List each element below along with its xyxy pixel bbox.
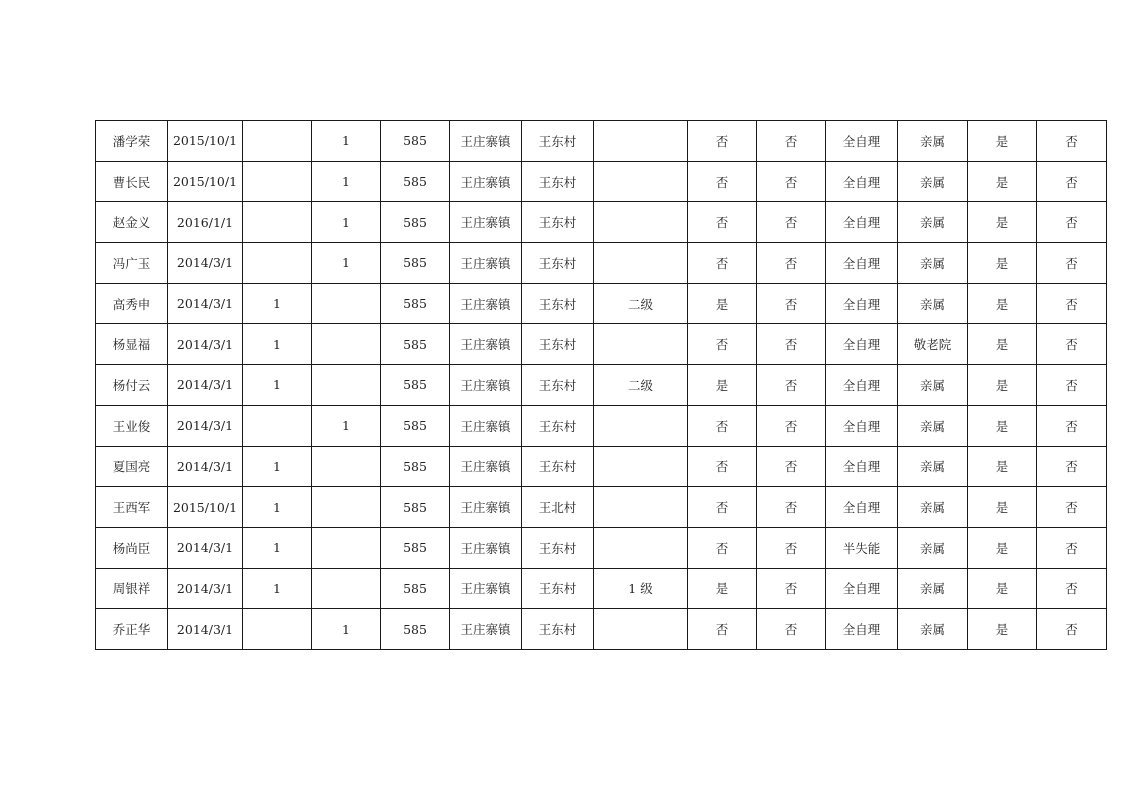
village-cell: 王东村	[522, 283, 594, 324]
name-cell: 杨尚臣	[96, 527, 168, 568]
disability-level-cell	[594, 202, 688, 243]
flag-d-cell: 否	[1037, 527, 1107, 568]
flag-a-cell: 是	[688, 568, 757, 609]
flag-d-cell: 否	[1037, 487, 1107, 528]
flag-c-cell: 是	[968, 609, 1037, 650]
caregiver-cell: 亲属	[898, 405, 968, 446]
flag-d-cell: 否	[1037, 405, 1107, 446]
col4-cell: 1	[312, 405, 381, 446]
village-cell: 王东村	[522, 609, 594, 650]
table-row	[96, 405, 1107, 446]
flag-d-cell: 否	[1037, 609, 1107, 650]
flag-b-cell: 否	[757, 487, 826, 528]
table-row	[96, 446, 1107, 487]
flag-d-cell: 否	[1037, 446, 1107, 487]
table-body	[96, 121, 1107, 650]
date-cell: 2014/3/1	[168, 405, 243, 446]
col3-cell	[243, 202, 312, 243]
flag-b-cell: 否	[757, 161, 826, 202]
caregiver-cell: 亲属	[898, 487, 968, 528]
table-row	[96, 202, 1107, 243]
flag-c-cell: 是	[968, 405, 1037, 446]
flag-b-cell: 否	[757, 121, 826, 162]
name-cell: 赵金义	[96, 202, 168, 243]
date-cell: 2014/3/1	[168, 446, 243, 487]
self-care-cell: 全自理	[826, 405, 898, 446]
flag-b-cell: 否	[757, 243, 826, 284]
flag-b-cell: 否	[757, 365, 826, 406]
caregiver-cell: 亲属	[898, 527, 968, 568]
col4-cell	[312, 365, 381, 406]
flag-c-cell: 是	[968, 487, 1037, 528]
col3-cell: 1	[243, 365, 312, 406]
self-care-cell: 全自理	[826, 202, 898, 243]
flag-a-cell: 是	[688, 283, 757, 324]
flag-c-cell: 是	[968, 527, 1037, 568]
col3-cell: 1	[243, 527, 312, 568]
flag-d-cell: 否	[1037, 365, 1107, 406]
col4-cell	[312, 487, 381, 528]
flag-a-cell: 否	[688, 405, 757, 446]
flag-d-cell: 否	[1037, 324, 1107, 365]
town-cell: 王庄寨镇	[450, 365, 522, 406]
flag-a-cell: 否	[688, 446, 757, 487]
village-cell: 王东村	[522, 527, 594, 568]
disability-level-cell	[594, 121, 688, 162]
name-cell: 乔正华	[96, 609, 168, 650]
self-care-cell: 全自理	[826, 121, 898, 162]
date-cell: 2016/1/1	[168, 202, 243, 243]
col3-cell	[243, 609, 312, 650]
name-cell: 杨付云	[96, 365, 168, 406]
town-cell: 王庄寨镇	[450, 487, 522, 528]
flag-d-cell: 否	[1037, 202, 1107, 243]
flag-b-cell: 否	[757, 202, 826, 243]
flag-a-cell: 否	[688, 487, 757, 528]
self-care-cell: 全自理	[826, 609, 898, 650]
flag-d-cell: 否	[1037, 568, 1107, 609]
town-cell: 王庄寨镇	[450, 283, 522, 324]
flag-a-cell: 是	[688, 365, 757, 406]
caregiver-cell: 亲属	[898, 365, 968, 406]
village-cell: 王东村	[522, 365, 594, 406]
table-row	[96, 324, 1107, 365]
town-cell: 王庄寨镇	[450, 324, 522, 365]
date-cell: 2014/3/1	[168, 243, 243, 284]
amount-cell: 585	[381, 609, 450, 650]
caregiver-cell: 亲属	[898, 121, 968, 162]
disability-level-cell: 1 级	[594, 568, 688, 609]
name-cell: 夏国亮	[96, 446, 168, 487]
self-care-cell: 全自理	[826, 243, 898, 284]
caregiver-cell: 亲属	[898, 446, 968, 487]
caregiver-cell: 亲属	[898, 161, 968, 202]
caregiver-cell: 亲属	[898, 609, 968, 650]
col3-cell	[243, 243, 312, 284]
table-row	[96, 243, 1107, 284]
col4-cell	[312, 446, 381, 487]
caregiver-cell: 亲属	[898, 202, 968, 243]
date-cell: 2014/3/1	[168, 324, 243, 365]
town-cell: 王庄寨镇	[450, 161, 522, 202]
town-cell: 王庄寨镇	[450, 121, 522, 162]
col3-cell: 1	[243, 283, 312, 324]
table-row	[96, 568, 1107, 609]
amount-cell: 585	[381, 405, 450, 446]
col4-cell: 1	[312, 609, 381, 650]
name-cell: 王业俊	[96, 405, 168, 446]
flag-b-cell: 否	[757, 527, 826, 568]
town-cell: 王庄寨镇	[450, 202, 522, 243]
date-cell: 2014/3/1	[168, 568, 243, 609]
table-row	[96, 161, 1107, 202]
flag-a-cell: 否	[688, 527, 757, 568]
village-cell: 王东村	[522, 405, 594, 446]
flag-d-cell: 否	[1037, 283, 1107, 324]
col3-cell	[243, 405, 312, 446]
col3-cell: 1	[243, 446, 312, 487]
flag-c-cell: 是	[968, 243, 1037, 284]
name-cell: 杨显福	[96, 324, 168, 365]
date-cell: 2014/3/1	[168, 283, 243, 324]
flag-a-cell: 否	[688, 202, 757, 243]
amount-cell: 585	[381, 161, 450, 202]
table-row	[96, 527, 1107, 568]
village-cell: 王东村	[522, 568, 594, 609]
name-cell: 冯广玉	[96, 243, 168, 284]
flag-b-cell: 否	[757, 283, 826, 324]
caregiver-cell: 敬老院	[898, 324, 968, 365]
village-cell: 王东村	[522, 446, 594, 487]
col4-cell: 1	[312, 121, 381, 162]
col3-cell: 1	[243, 487, 312, 528]
amount-cell: 585	[381, 446, 450, 487]
caregiver-cell: 亲属	[898, 568, 968, 609]
name-cell: 潘学荣	[96, 121, 168, 162]
flag-b-cell: 否	[757, 405, 826, 446]
disability-level-cell	[594, 243, 688, 284]
flag-b-cell: 否	[757, 568, 826, 609]
flag-a-cell: 否	[688, 609, 757, 650]
amount-cell: 585	[381, 324, 450, 365]
table-row	[96, 365, 1107, 406]
table-row	[96, 121, 1107, 162]
col4-cell: 1	[312, 202, 381, 243]
date-cell: 2015/10/1	[168, 121, 243, 162]
flag-d-cell: 否	[1037, 121, 1107, 162]
village-cell: 王北村	[522, 487, 594, 528]
caregiver-cell: 亲属	[898, 283, 968, 324]
self-care-cell: 全自理	[826, 283, 898, 324]
village-cell: 王东村	[522, 161, 594, 202]
amount-cell: 585	[381, 365, 450, 406]
disability-level-cell	[594, 324, 688, 365]
table-row	[96, 283, 1107, 324]
disability-level-cell: 二级	[594, 283, 688, 324]
date-cell: 2015/10/1	[168, 161, 243, 202]
town-cell: 王庄寨镇	[450, 243, 522, 284]
records-table	[95, 120, 1107, 650]
flag-d-cell: 否	[1037, 161, 1107, 202]
village-cell: 王东村	[522, 324, 594, 365]
date-cell: 2014/3/1	[168, 609, 243, 650]
flag-a-cell: 否	[688, 121, 757, 162]
amount-cell: 585	[381, 568, 450, 609]
town-cell: 王庄寨镇	[450, 446, 522, 487]
self-care-cell: 全自理	[826, 365, 898, 406]
name-cell: 高秀申	[96, 283, 168, 324]
village-cell: 王东村	[522, 202, 594, 243]
amount-cell: 585	[381, 283, 450, 324]
flag-c-cell: 是	[968, 161, 1037, 202]
name-cell: 曹长民	[96, 161, 168, 202]
town-cell: 王庄寨镇	[450, 568, 522, 609]
village-cell: 王东村	[522, 121, 594, 162]
flag-c-cell: 是	[968, 365, 1037, 406]
col4-cell	[312, 527, 381, 568]
amount-cell: 585	[381, 487, 450, 528]
self-care-cell: 全自理	[826, 161, 898, 202]
self-care-cell: 全自理	[826, 487, 898, 528]
col3-cell: 1	[243, 324, 312, 365]
town-cell: 王庄寨镇	[450, 527, 522, 568]
village-cell: 王东村	[522, 243, 594, 284]
flag-c-cell: 是	[968, 202, 1037, 243]
town-cell: 王庄寨镇	[450, 405, 522, 446]
caregiver-cell: 亲属	[898, 243, 968, 284]
flag-a-cell: 否	[688, 243, 757, 284]
col3-cell	[243, 161, 312, 202]
flag-c-cell: 是	[968, 568, 1037, 609]
self-care-cell: 全自理	[826, 446, 898, 487]
disability-level-cell	[594, 446, 688, 487]
disability-level-cell	[594, 527, 688, 568]
amount-cell: 585	[381, 202, 450, 243]
disability-level-cell	[594, 405, 688, 446]
flag-a-cell: 否	[688, 324, 757, 365]
col3-cell	[243, 121, 312, 162]
date-cell: 2014/3/1	[168, 527, 243, 568]
flag-b-cell: 否	[757, 609, 826, 650]
disability-level-cell: 二级	[594, 365, 688, 406]
name-cell: 王西军	[96, 487, 168, 528]
date-cell: 2014/3/1	[168, 365, 243, 406]
flag-c-cell: 是	[968, 121, 1037, 162]
amount-cell: 585	[381, 121, 450, 162]
flag-c-cell: 是	[968, 446, 1037, 487]
self-care-cell: 半失能	[826, 527, 898, 568]
col4-cell	[312, 568, 381, 609]
col4-cell	[312, 283, 381, 324]
date-cell: 2015/10/1	[168, 487, 243, 528]
flag-c-cell: 是	[968, 324, 1037, 365]
disability-level-cell	[594, 161, 688, 202]
self-care-cell: 全自理	[826, 324, 898, 365]
flag-b-cell: 否	[757, 446, 826, 487]
col4-cell	[312, 324, 381, 365]
flag-d-cell: 否	[1037, 243, 1107, 284]
town-cell: 王庄寨镇	[450, 609, 522, 650]
amount-cell: 585	[381, 243, 450, 284]
col4-cell: 1	[312, 161, 381, 202]
flag-c-cell: 是	[968, 283, 1037, 324]
disability-level-cell	[594, 609, 688, 650]
amount-cell: 585	[381, 527, 450, 568]
self-care-cell: 全自理	[826, 568, 898, 609]
flag-b-cell: 否	[757, 324, 826, 365]
table-row	[96, 609, 1107, 650]
col3-cell: 1	[243, 568, 312, 609]
flag-a-cell: 否	[688, 161, 757, 202]
disability-level-cell	[594, 487, 688, 528]
col4-cell: 1	[312, 243, 381, 284]
table-row	[96, 487, 1107, 528]
name-cell: 周银祥	[96, 568, 168, 609]
